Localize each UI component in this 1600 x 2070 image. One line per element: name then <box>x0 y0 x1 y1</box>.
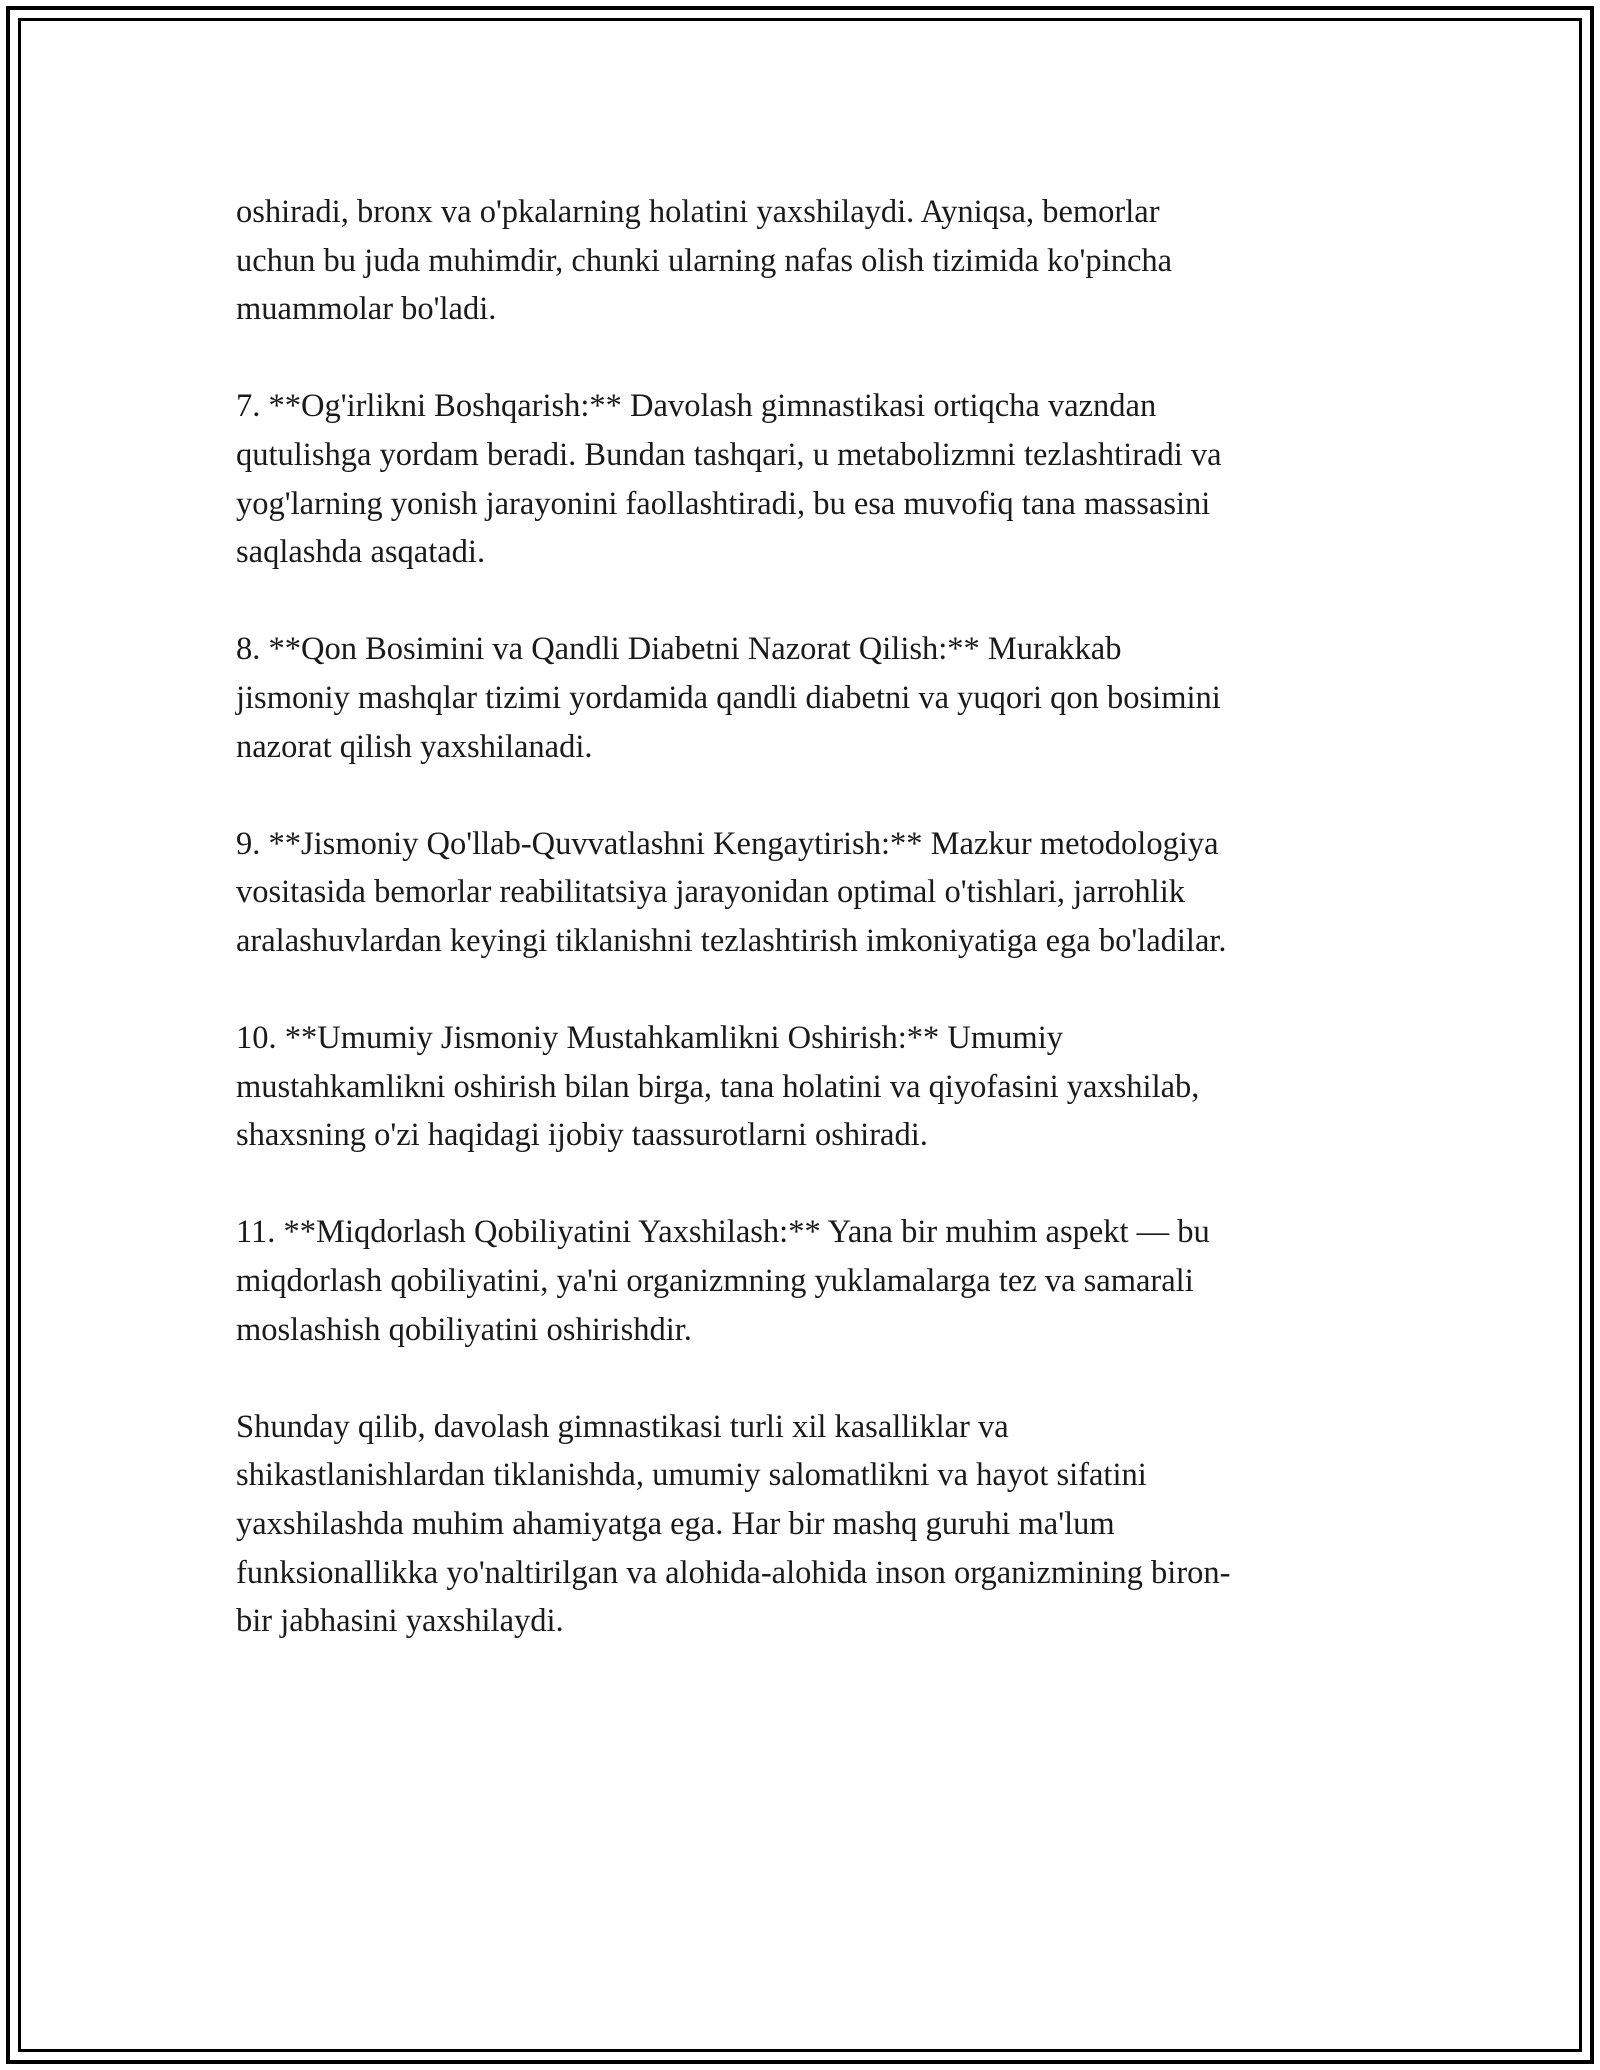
text-line: yaxshilashda muhim ahamiyatga ega. Har bir mashq guruhi ma'lum <box>236 1506 1115 1543</box>
text-line: aralashuvlardan keyingi tiklanishni tezlashtirish imkoniyatiga ega bo'ladilar. <box>236 922 1227 959</box>
text-line: qutulishga yordam beradi. Bundan tashqari, u metabolizmni tezlashtiradi va <box>236 436 1222 473</box>
document-body <box>236 188 1356 1694</box>
paragraph-item-7-weight-management <box>236 382 1356 576</box>
text-line: moslashish qobiliyatini oshirishdir. <box>236 1311 692 1348</box>
text-line: muammolar bo'ladi. <box>236 291 497 328</box>
text-line: shikastlanishlardan tiklanishda, umumiy salomatlikni va hayot sifatini <box>236 1457 1147 1494</box>
paragraph-conclusion <box>236 1403 1356 1646</box>
text-line: 11. **Miqdorlash Qobiliyatini Yaxshilash:** Yana bir muhim aspekt — bu <box>236 1214 1210 1251</box>
text-line: 10. **Umumiy Jismoniy Mustahkamlikni Oshirish:** Umumiy <box>236 1020 1063 1057</box>
text-line: jismoniy mashqlar tizimi yordamida qandli diabetni va yuqori qon bosimini <box>236 679 1221 716</box>
text-line: saqlashda asqatadi. <box>236 534 486 571</box>
paragraph-respiratory-continuation <box>236 188 1356 334</box>
text-line: 9. **Jismoniy Qo'llab-Quvvatlashni Kengaytirish:** Mazkur metodologiya <box>236 825 1219 862</box>
text-line: uchun bu juda muhimdir, chunki ularning nafas olish tizimida ko'pincha <box>236 242 1173 279</box>
paragraph-item-11-adaptation-ability <box>236 1208 1356 1354</box>
text-line: 7. **Og'irlikni Boshqarish:** Davolash gimnastikasi ortiqcha vazndan <box>236 388 1157 425</box>
text-line: Shunday qilib, davolash gimnastikasi turli xil kasalliklar va <box>236 1408 1009 1445</box>
text-line: shaxsning o'zi haqidagi ijobiy taassurotlarni oshiradi. <box>236 1117 928 1154</box>
paragraph-item-8-blood-pressure-diabetes <box>236 625 1356 771</box>
text-line: vositasida bemorlar reabilitatsiya jarayonidan optimal o'tishlari, jarrohlik <box>236 874 1185 911</box>
text-line: yog'larning yonish jarayonini faollashtiradi, bu esa muvofiq tana massasini <box>236 485 1211 522</box>
text-line: oshiradi, bronx va o'pkalarning holatini yaxshilaydi. Ayniqsa, bemorlar <box>236 194 1160 230</box>
text-line: bir jabhasini yaxshilaydi. <box>236 1603 564 1640</box>
paragraph-item-9-physical-support <box>236 820 1356 966</box>
text-line: 8. **Qon Bosimini va Qandli Diabetni Nazorat Qilish:** Murakkab <box>236 631 1122 668</box>
text-line: funksionallikka yo'naltirilgan va alohida-alohida inson organizmining biron- <box>236 1554 1231 1591</box>
text-line: nazorat qilish yaxshilanadi. <box>236 728 593 765</box>
text-line: miqdorlash qobiliyatini, ya'ni organizmning yuklamalarga tez va samarali <box>236 1263 1194 1300</box>
paragraph-item-10-general-strength <box>236 1014 1356 1160</box>
text-line: mustahkamlikni oshirish bilan birga, tana holatini va qiyofasini yaxshilab, <box>236 1068 1200 1105</box>
